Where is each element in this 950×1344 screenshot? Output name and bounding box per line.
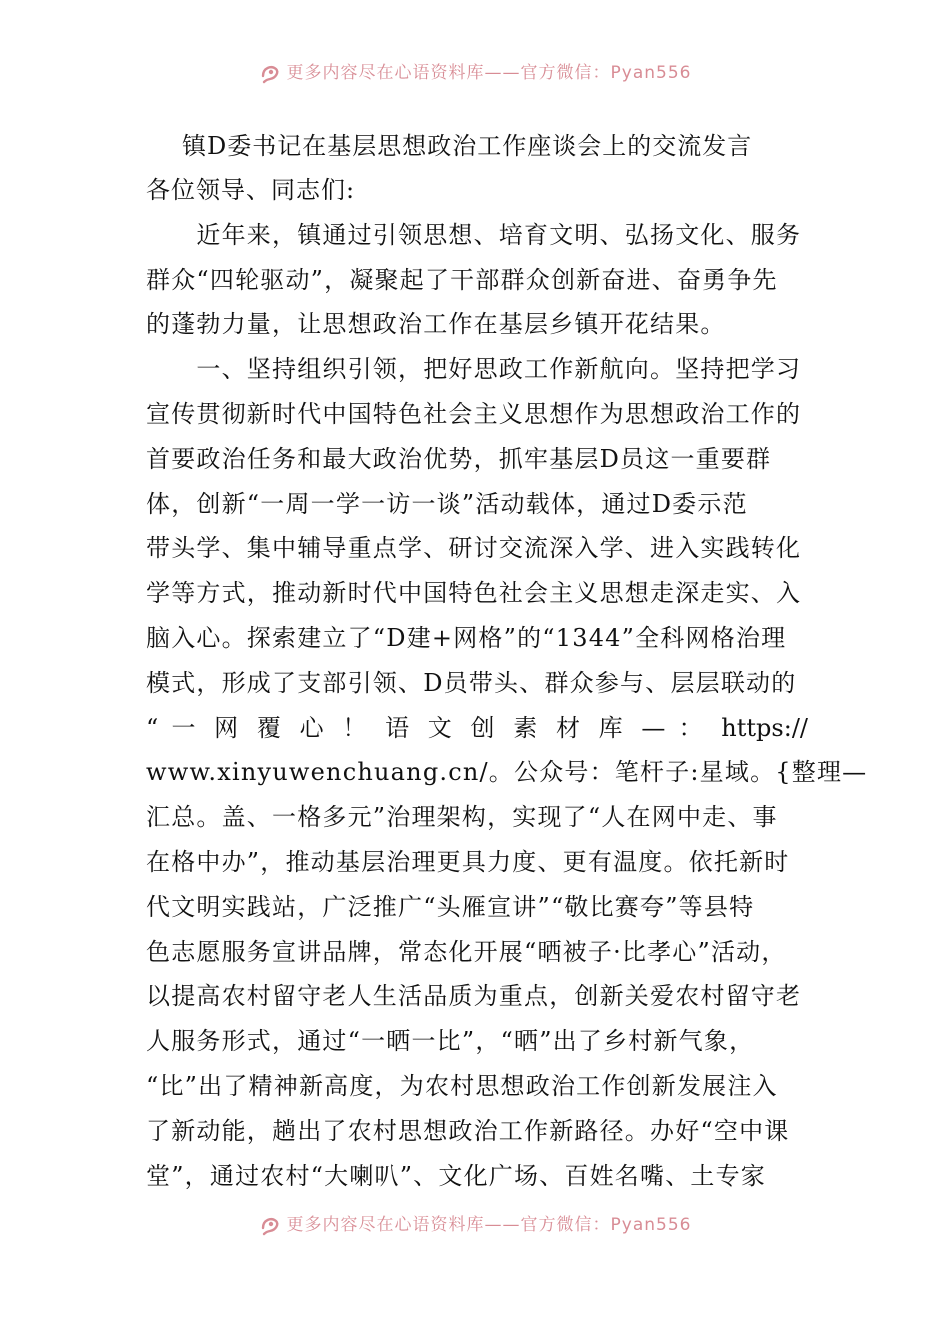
text-line: 以提高农村留守老人生活品质为重点，创新关爱农村留守老 xyxy=(146,982,802,1011)
text-line: 汇总。盖、一格多元”治理架构，实现了“人在网中走、事 xyxy=(146,803,778,832)
brand-logo-icon xyxy=(259,1214,281,1236)
text-line: “ 一 网 覆 心 ！ 语 文 创 素 材 库 — ： https:// xyxy=(146,713,808,742)
text-line: 了新动能，趟出了农村思想政治工作新路径。办好“空中课 xyxy=(146,1116,790,1145)
text-line: 学等方式，推动新时代中国特色社会主义思想走深走实、入 xyxy=(146,579,802,608)
text-line: 宣传贯彻新时代中国特色社会主义思想作为思想政治工作的 xyxy=(146,399,802,428)
text-line: 一、坚持组织引领，把好思政工作新航向。坚持把学习 xyxy=(146,355,802,384)
document-body xyxy=(146,124,868,1198)
salutation: 各位领导、同志们: xyxy=(146,176,356,204)
body-text xyxy=(146,213,868,1199)
header-watermark-banner xyxy=(0,58,950,84)
text-line: 体，创新“一周一学一访一谈”活动载体，通过D委示范 xyxy=(146,489,748,518)
text-line: 带头学、集中辅导重点学、研讨交流深入学、进入实践转化 xyxy=(146,534,802,563)
text-line: 近年来，镇通过引领思想、培育文明、弘扬文化、服务 xyxy=(146,220,802,249)
text-line: 脑入心。探索建立了“D建+网格”的“1344”全科网格治理 xyxy=(146,623,787,652)
footer-watermark-banner xyxy=(0,1210,950,1236)
footer-banner-text: 更多内容尽在心语资料库——官方微信：Pyan556 xyxy=(286,1215,692,1235)
text-line: 首要政治任务和最大政治优势，抓牢基层D员这一重要群 xyxy=(146,444,772,473)
text-line: 在格中办”，推动基层治理更具力度、更有温度。依托新时 xyxy=(146,847,790,876)
text-line: “比”出了精神新高度，为农村思想政治工作创新发展注入 xyxy=(146,1071,778,1100)
text-line: www.xinyuwenchuang.cn/。公众号：笔杆子:星域。{整理— xyxy=(146,758,868,787)
text-line: 模式，形成了支部引领、D员带头、群众参与、层层联动的 xyxy=(146,668,797,697)
text-line: 的蓬勃力量，让思想政治工作在基层乡镇开花结果。 xyxy=(146,310,726,339)
text-line: 人服务形式，通过“一晒一比”，“晒”出了乡村新气象， xyxy=(146,1027,755,1056)
text-line: 代文明实践站，广泛推广“头雁宣讲”“敬比赛夸”等县特 xyxy=(146,892,755,921)
brand-logo-icon xyxy=(259,62,281,84)
text-line: 堂”，通过农村“大喇叭”、文化广场、百姓名嘴、土专家 xyxy=(146,1161,767,1190)
header-banner-text: 更多内容尽在心语资料库——官方微信：Pyan556 xyxy=(286,63,692,83)
text-line: 群众“四轮驱动”，凝聚起了干部群众创新奋进、奋勇争先 xyxy=(146,265,778,294)
text-line: 色志愿服务宣讲品牌，常态化开展“晒被子·比孝心”活动， xyxy=(146,937,787,966)
document-title: 镇D委书记在基层思想政治工作座谈会上的交流发言 xyxy=(182,132,753,160)
